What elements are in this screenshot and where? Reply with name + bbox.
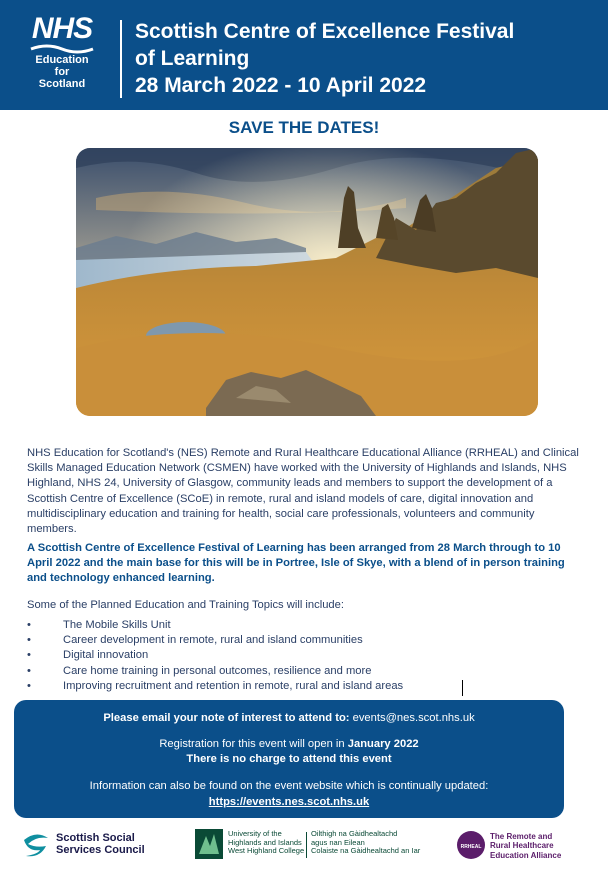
- topic-text: The Mobile Skills Unit: [63, 619, 171, 631]
- save-the-dates-heading: SAVE THE DATES!: [228, 118, 380, 137]
- uhi-en-line-1: University of the: [228, 829, 282, 838]
- nhs-org-line-1: Education: [35, 54, 89, 66]
- rrheal-badge-text: RRHEAL: [460, 844, 482, 850]
- uhi-divider: [306, 832, 307, 858]
- festival-summary-paragraph: A Scottish Centre of Excellence Festival of Learning has been arranged from 28 March through to 10 April 2022 and the main base for this will be in Portree, Isle of Skye, with a blend of in person training and technology enhanced learning.: [27, 542, 565, 585]
- sssc-name: [56, 832, 145, 856]
- uhi-gaelic-name: [311, 830, 420, 856]
- bullet-icon: •: [27, 634, 31, 647]
- sssc-swirl-icon: [20, 830, 52, 862]
- registration-line: [14, 737, 564, 752]
- topic-text: Care home training in personal outcomes, resilience and more: [63, 664, 372, 677]
- nhs-mark: NHS: [31, 12, 93, 45]
- website-link[interactable]: https://events.nes.scot.nhs.uk: [208, 796, 370, 808]
- uhi-gd-line-3: Colaiste na Gàidhealtachd an Iar: [311, 846, 421, 856]
- registration-prefix: Registration for this event will open in: [159, 738, 345, 750]
- topics-list: [27, 618, 587, 694]
- uhi-gd-line-2: agus nan Eilean: [311, 837, 365, 847]
- email-label: Please email your note of interest to attend to:: [103, 712, 350, 724]
- topic-text: Career development in remote, rural and island communities: [63, 634, 363, 647]
- email-line: [14, 711, 564, 726]
- header-divider: [120, 20, 122, 98]
- sssc-logo: [20, 828, 160, 864]
- info-box: [14, 700, 564, 818]
- list-item: [27, 679, 587, 694]
- page-title: [135, 18, 595, 99]
- nhs-education-for-scotland-logo: [22, 14, 102, 100]
- uhi-english-name: [228, 830, 304, 856]
- website-info-line: Information can also be found on the event website which is continually updated:: [89, 780, 489, 792]
- email-address[interactable]: events@nes.scot.nhs.uk: [352, 712, 475, 724]
- rrheal-badge-icon: [456, 830, 486, 860]
- registration-month: January 2022: [347, 738, 419, 750]
- sssc-line-2: Services Council: [56, 844, 145, 856]
- uhi-en-line-3: West Highland College: [228, 846, 305, 856]
- website-link-line: [14, 795, 564, 810]
- topic-text: Improving recruitment and retention in remote, rural and island areas: [63, 679, 404, 692]
- list-item: [27, 633, 587, 648]
- wave-icon: [29, 44, 95, 54]
- uhi-gd-line-1: Oilthigh na Gàidhealtachd: [311, 829, 398, 838]
- sssc-line-1: Scottish Social: [56, 832, 135, 844]
- rrheal-logo: [456, 828, 596, 864]
- intro-paragraph: NHS Education for Scotland's (NES) Remote and Rural Healthcare Educational Alliance (RRHEAL) and Clinical Skills Managed Education Network (CSMEN) have worked with the University of Highlands and Islands, NHS Highland, NHS 24, University of Glasgow, community leads and members to support the development of a Scottish Centre of Excellence (SCoE) in remote, rural and island models of care, digital innovation and multidisciplinary education and training for health, social care professionals, volunteers and community members.: [27, 447, 579, 536]
- bullet-icon: •: [27, 619, 31, 631]
- rrheal-line-3: Education Alliance: [490, 850, 562, 860]
- rrheal-line-1: The Remote and: [490, 832, 553, 841]
- no-charge-line: There is no charge to attend this event: [186, 753, 392, 765]
- footer-logos: [0, 822, 608, 871]
- bullet-icon: •: [27, 649, 31, 662]
- nhs-org-line-2: for: [54, 66, 70, 78]
- list-item: [27, 664, 587, 679]
- uhi-en-line-2: Highlands and Islands: [228, 837, 302, 847]
- uhi-logo: [194, 828, 434, 864]
- topics-heading: Some of the Planned Education and Training Topics will include:: [27, 599, 344, 611]
- title-dates: 28 March 2022 - 10 April 2022: [135, 74, 427, 97]
- landscape-illustration: [76, 148, 538, 416]
- bullet-icon: •: [27, 664, 31, 677]
- title-line-2: of Learning: [135, 47, 250, 70]
- list-item: [27, 648, 587, 663]
- rrheal-line-2: Rural Healthcare: [490, 841, 554, 851]
- title-line-1: Scottish Centre of Excellence Festival: [135, 20, 515, 43]
- topic-text: Digital innovation: [63, 649, 149, 662]
- landscape-photo: [76, 148, 538, 416]
- bullet-icon: •: [27, 679, 31, 692]
- header-banner: [0, 0, 608, 110]
- nhs-org-line-3: Scotland: [38, 78, 86, 90]
- rrheal-name: [490, 832, 561, 860]
- uhi-emblem-icon: [194, 828, 224, 860]
- text-cursor: [462, 680, 463, 696]
- list-item: [27, 618, 587, 633]
